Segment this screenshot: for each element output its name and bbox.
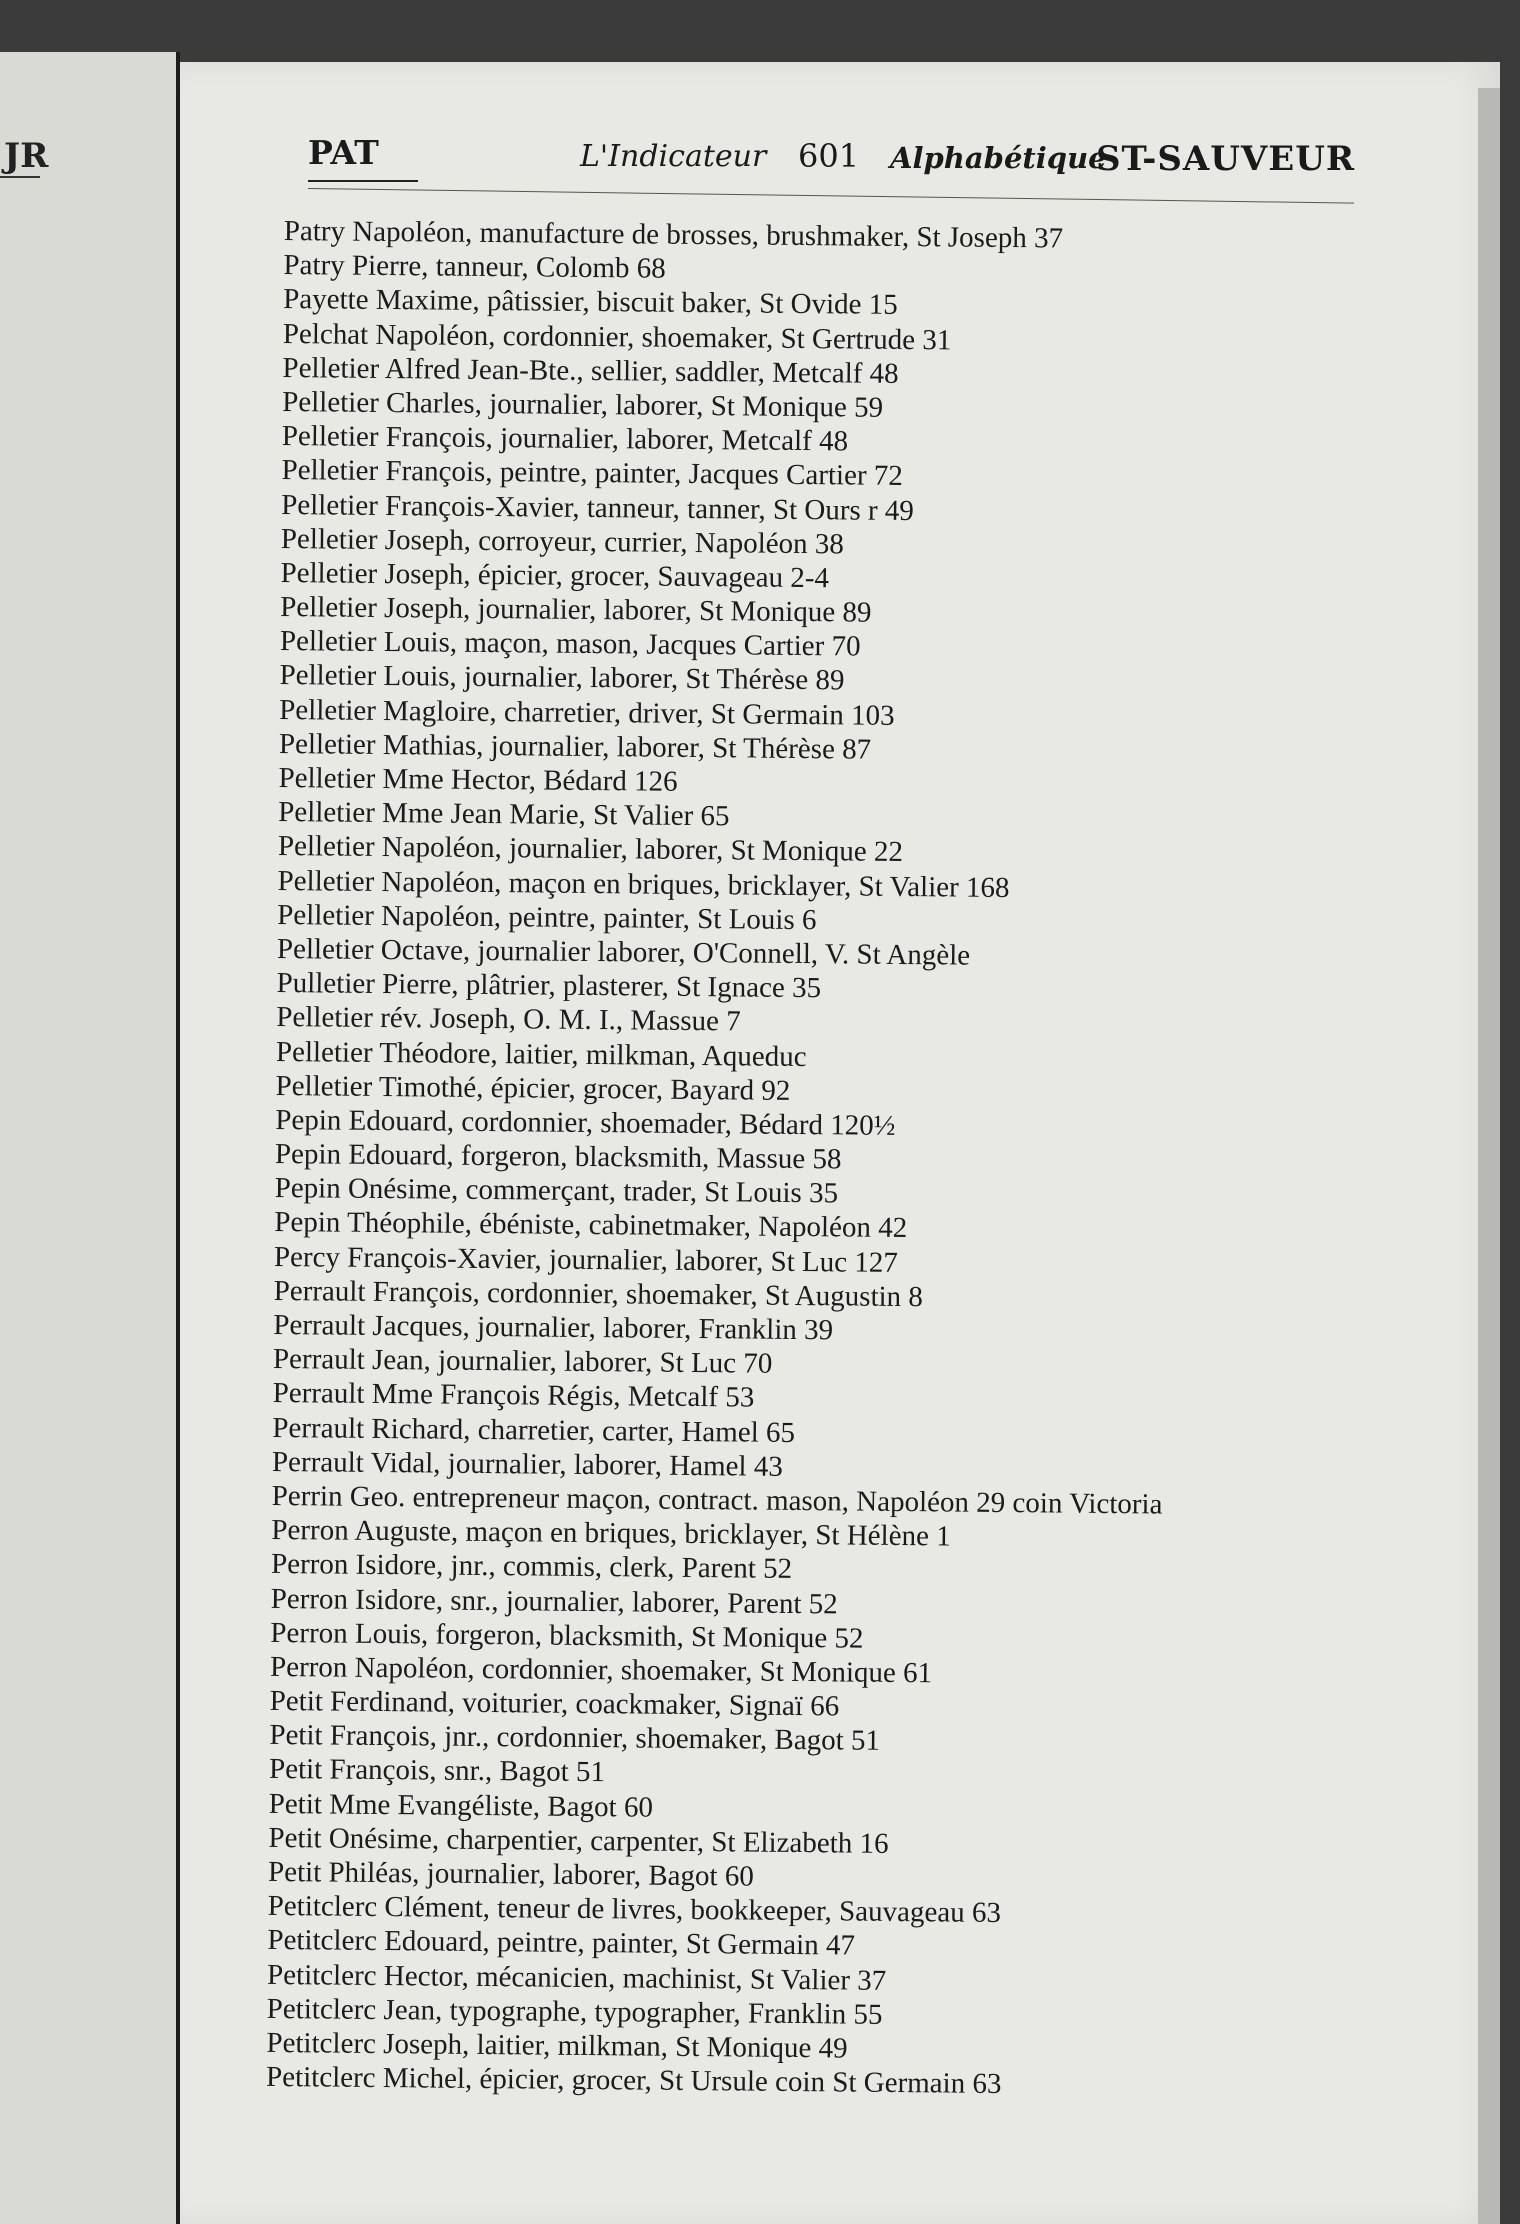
directory-page [180,62,1500,2224]
directory-entry: Pelletier Louis, journalier, laborer, St Thérèse 89 [279,659,845,697]
directory-entry: Pelletier Joseph, épicier, grocer, Sauvageau 2-4 [280,556,830,595]
directory-entry: Petitclerc Hector, mécanicien, machinist, St Valier 37 [266,1958,887,1997]
directory-entry: Pulletier Pierre, plâtrier, plasterer, St Ignace 35 [276,967,822,1005]
directory-entry: Pepin Edouard, cordonnier, shoemader, Bédard 120½ [275,1103,896,1142]
directory-entry: Pelletier Alfred Jean-Bte., sellier, saddler, Metcalf 48 [282,351,899,390]
page-number: 601 [798,137,860,175]
directory-entry: Petit Onésime, charpentier, carpenter, St Elizabeth 16 [268,1821,889,1860]
directory-entry: Perrault Jacques, journalier, laborer, Franklin 39 [273,1308,834,1347]
directory-entry: Pelletier Joseph, corroyeur, currier, Napoléon 38 [280,522,844,561]
section-heading: PAT [308,133,379,172]
directory-entry: Perron Isidore, snr., journalier, laborer, Parent 52 [270,1582,838,1620]
directory-entry: Patry Napoléon, manufacture de brosses, brushmaker, St Joseph 37 [283,214,1064,255]
directory-entry: Pelletier Mme Hector, Bédard 126 [278,761,678,798]
directory-entry: Perron Louis, forgeron, blacksmith, St Monique 52 [270,1616,864,1655]
directory-entry: Petitclerc Edouard, peintre, painter, St Germain 47 [267,1924,856,1962]
directory-entry: Pelletier Octave, journalier laborer, O'Connell, V. St Angèle [276,932,971,972]
page-fore-edge [1478,88,1500,2224]
directory-entry: Petit Philéas, journalier, laborer, Bagot 60 [267,1855,754,1893]
directory-entry: Pelletier rév. Joseph, O. M. I., Massue 7 [276,1001,741,1038]
directory-entry: Pelletier Louis, maçon, mason, Jacques Cartier 70 [279,625,861,663]
directory-entry: Pepin Onésime, commerçant, trader, St Louis 35 [274,1172,839,1210]
directory-entry: Pelchat Napoléon, cordonnier, shoemaker, St Gertrude 31 [282,317,952,356]
directory-entry: Patry Pierre, tanneur, Colomb 68 [283,249,666,285]
directory-entry: Payette Maxime, pâtissier, biscuit baker, St Ovide 15 [283,283,898,322]
directory-entry: Pelletier François, journalier, laborer, Metcalf 48 [281,420,849,458]
directory-entry: Pelletier Napoléon, journalier, laborer, St Monique 22 [277,830,904,869]
directory-entry: Pepin Théophile, ébéniste, cabinetmaker, Napoléon 42 [274,1206,908,1245]
directory-entry: Pelletier Théodore, laitier, milkman, Aqueduc [275,1035,807,1073]
directory-entry: Pepin Edouard, forgeron, blacksmith, Massue 58 [274,1138,842,1176]
directory-entry: Petit Ferdinand, voiturier, coackmaker, Signaï 66 [269,1684,840,1723]
directory-entry: Petit Mme Evangéliste, Bagot 60 [268,1787,654,1824]
directory-entry: Perrault Richard, charretier, carter, Hamel 65 [272,1411,796,1449]
directory-entry: Pelletier Napoléon, maçon en briques, bricklayer, St Valier 168 [277,864,1010,904]
directory-entry: Perron Auguste, maçon en briques, bricklayer, St Hélène 1 [271,1514,951,1553]
directory-entry: Pelletier Charles, journalier, laborer, St Monique 59 [282,385,884,424]
directory-entry: Pelletier Joseph, journalier, laborer, St Monique 89 [280,591,872,629]
directory-entry: Perrault François, cordonnier, shoemaker, St Augustin 8 [273,1274,924,1313]
directory-entry-list [266,214,1464,2106]
header-rule [308,188,1354,204]
directory-entry: Petitclerc Jean, typographe, typographer, Franklin 55 [266,1992,883,2031]
directory-entry: Petitclerc Clément, teneur de livres, bookkeeper, Sauvageau 63 [267,1890,1002,1930]
directory-entry: Petit François, snr., Bagot 51 [268,1753,606,1789]
directory-entry: Percy François-Xavier, journalier, laborer, St Luc 127 [273,1240,898,1279]
directory-entry: Perrin Geo. entrepreneur maçon, contract. mason, Napoléon 29 coin Victoria [271,1479,1163,1521]
directory-entry: Petit François, jnr., cordonnier, shoemaker, Bagot 51 [269,1719,881,1758]
directory-entry: Pelletier Mathias, journalier, laborer, St Thérèse 87 [278,727,872,766]
directory-title: L'Indicateur [580,139,767,174]
left-header-rule [0,176,40,178]
directory-entry: Pelletier François, peintre, painter, Jacques Cartier 72 [281,454,903,493]
left-page-edge [0,52,176,2224]
directory-entry: Perrault Vidal, journalier, laborer, Hamel 43 [271,1445,783,1483]
directory-entry: Perrault Mme François Régis, Metcalf 53 [272,1377,755,1414]
directory-subtitle: Alphabétique [890,141,1107,175]
directory-entry: Pelletier Napoléon, peintre, painter, St Louis 6 [277,898,817,936]
directory-entry: Perron Isidore, jnr., commis, clerk, Parent 52 [270,1548,793,1586]
directory-entry: Pelletier François-Xavier, tanneur, tanner, St Ours r 49 [281,488,915,527]
directory-entry: Petitclerc Joseph, laitier, milkman, St Monique 49 [266,2026,848,2065]
directory-entry: Perrault Jean, journalier, laborer, St Luc 70 [272,1343,773,1380]
directory-entry: Pelletier Mme Jean Marie, St Valier 65 [278,796,730,833]
directory-entry: Perron Napoléon, cordonnier, shoemaker, St Monique 61 [269,1650,933,1690]
directory-entry: Pelletier Magloire, charretier, driver, St Germain 103 [279,693,895,732]
directory-entry: Pelletier Timothé, épicier, grocer, Bayard 92 [275,1069,791,1107]
section-underline [308,180,418,182]
directory-entry: Petitclerc Michel, épicier, grocer, St Ursule coin St Germain 63 [265,2061,1002,2101]
left-running-head: JR [4,136,49,176]
place-heading: ST-SAUVEUR [1096,139,1356,179]
